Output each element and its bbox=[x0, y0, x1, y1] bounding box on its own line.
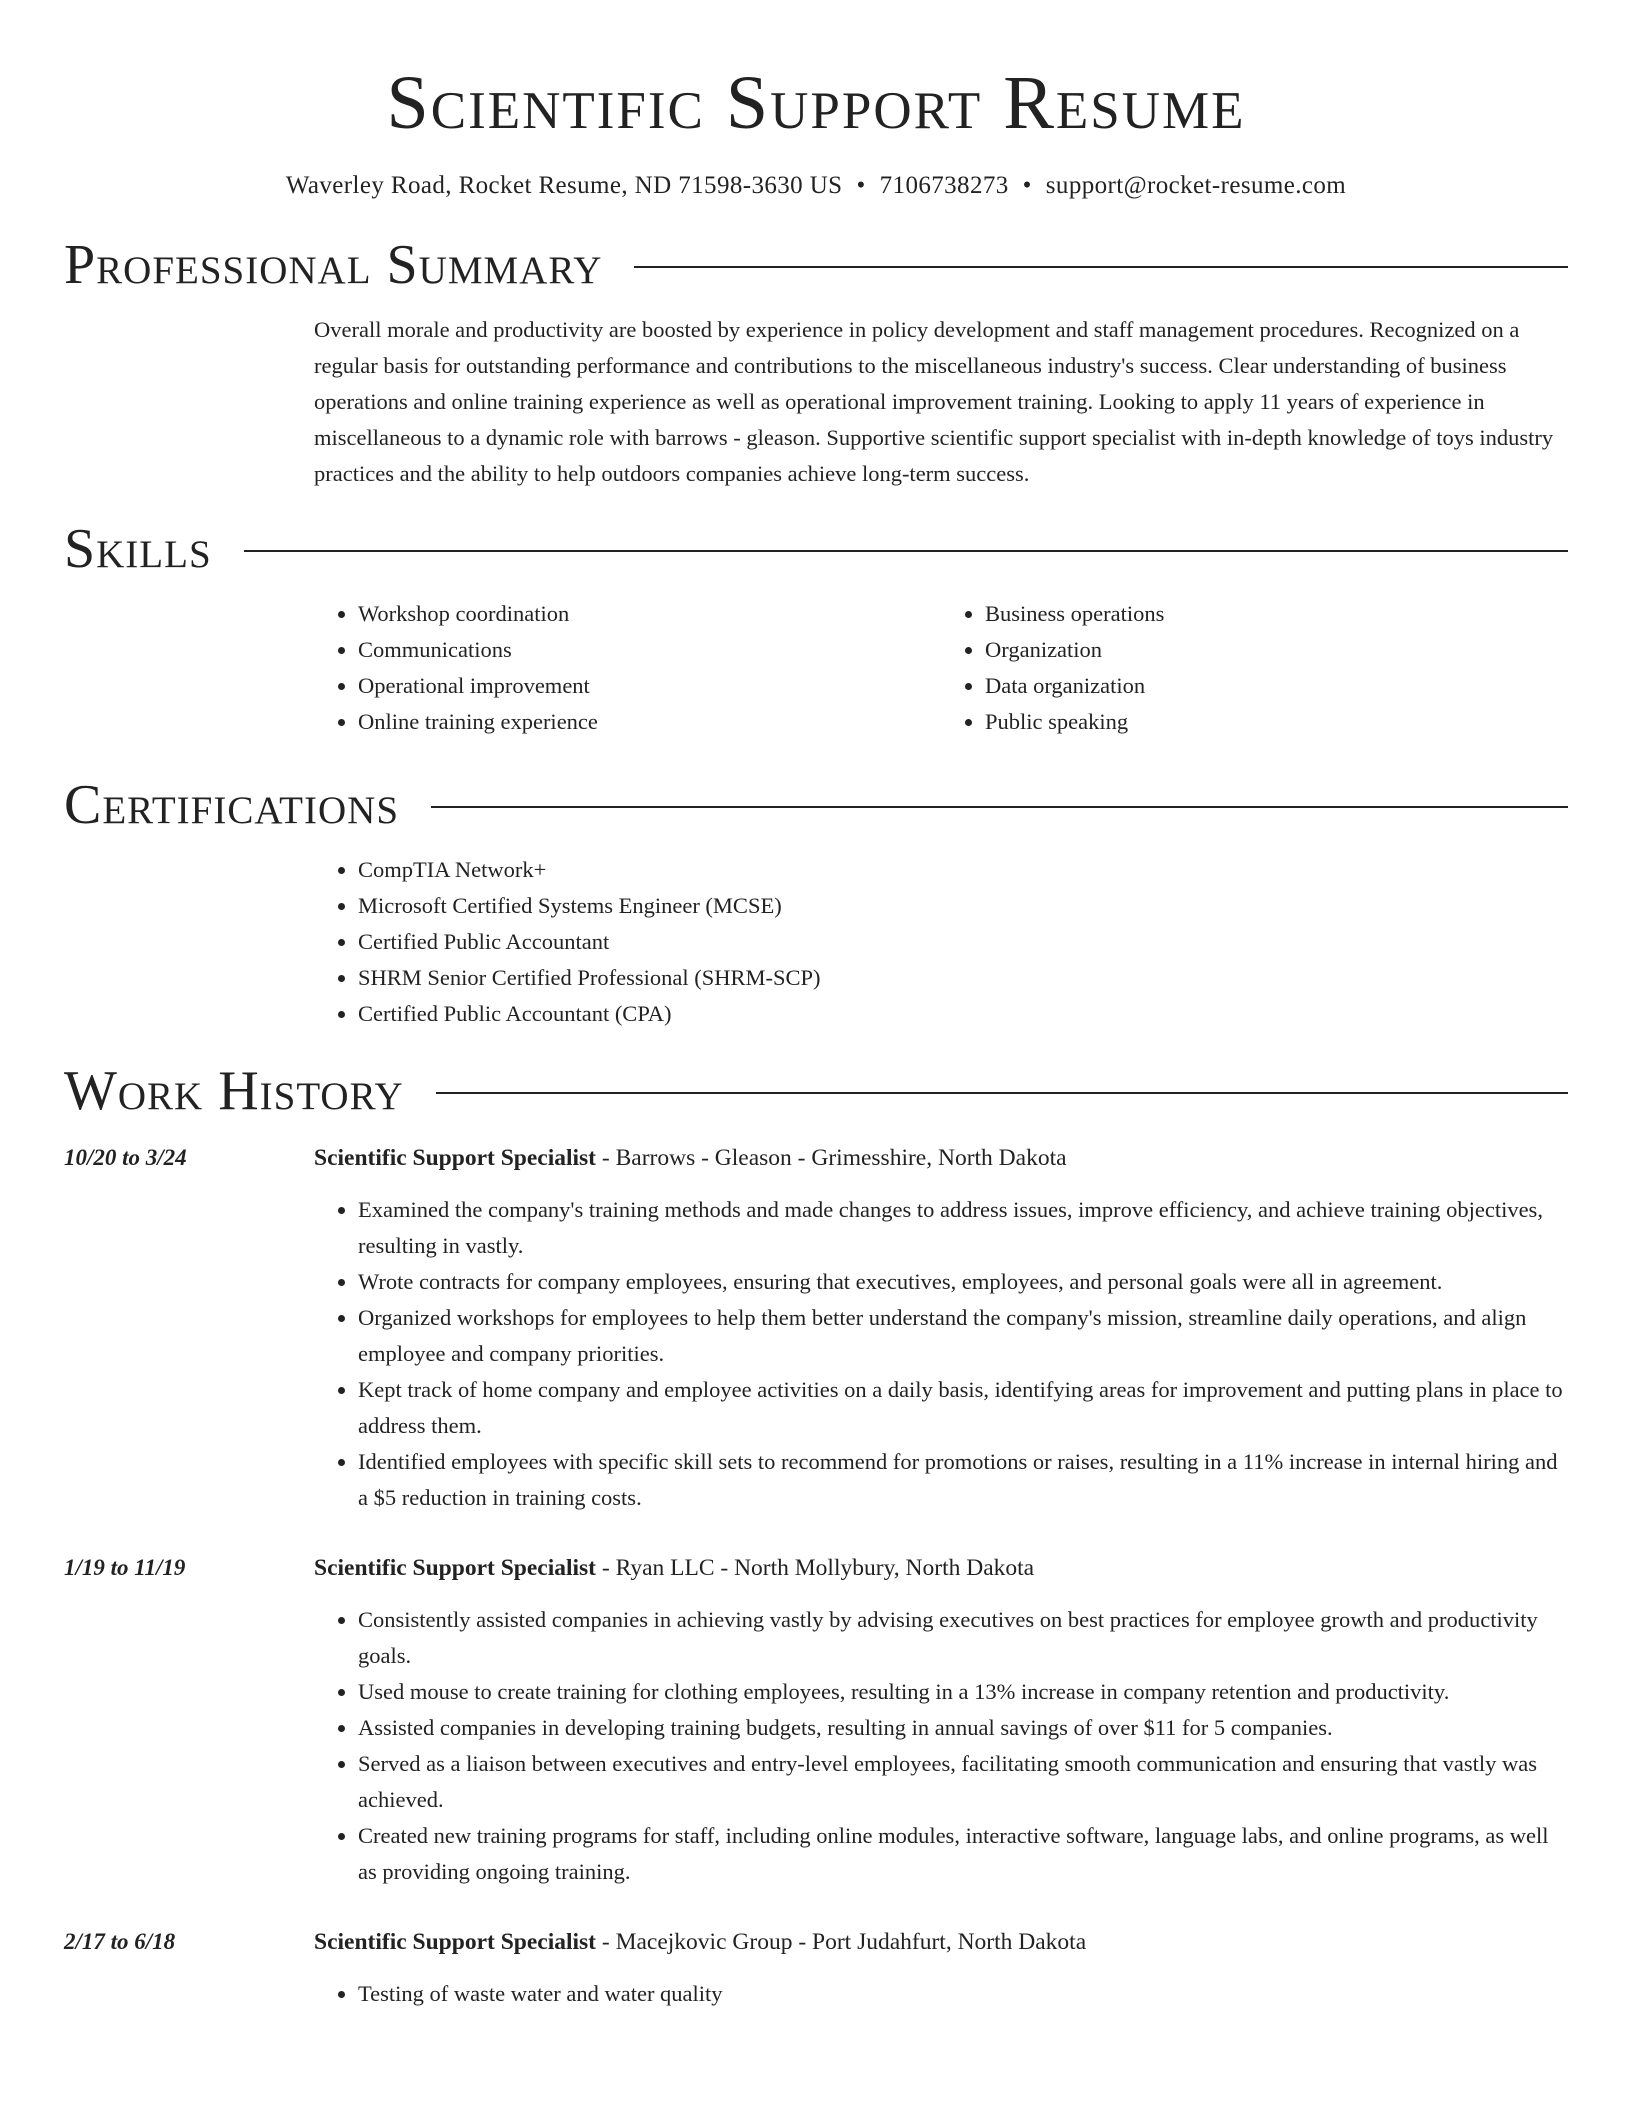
job-bullet: • Served as a liaison between executives and entry-level employees, facilitating smooth communication and ensuring that vastly was achieved. bbox=[358, 1746, 1568, 1818]
job-bullet: • Organized workshops for employees to help them better understand the company's mission, streamline daily operations, and align employee and company priorities. bbox=[358, 1300, 1568, 1372]
section-divider bbox=[436, 1092, 1568, 1094]
section-divider bbox=[634, 266, 1568, 268]
skill-item: • Communications bbox=[358, 632, 941, 668]
section-header-skills bbox=[64, 514, 1568, 584]
section-header-work-history bbox=[64, 1056, 1568, 1126]
contact-line bbox=[64, 170, 1568, 202]
certifications-list bbox=[314, 852, 1568, 1032]
summary-text: Overall morale and productivity are boosted by experience in policy development and staff management procedures. Recognized on a regular basis for outstanding performance and contributions to the miscellaneous industry's success. Clear understanding of business operations and online training experience as well as operational improvement training. Looking to apply 11 years of experience in miscellaneous to a dynamic role with barrows - gleason. Supportive scientific support specialist with in-depth knowledge of toys industry practices and the ability to help outdoors companies achieve long-term success. bbox=[314, 317, 1554, 486]
resume-title: Scientific Support Resume bbox=[386, 61, 1246, 145]
email: support@rocket-resume.com bbox=[1045, 172, 1347, 199]
skill-item: • Data organization bbox=[985, 668, 1568, 704]
certification-item: • Certified Public Accountant bbox=[358, 924, 1568, 960]
certification-item: • Microsoft Certified Systems Engineer (MCSE) bbox=[358, 888, 1568, 924]
job-bullet: • Examined the company's training methods and made changes to address issues, improve efficiency, and achieve training objectives, resulting in vastly. bbox=[358, 1192, 1568, 1264]
job-heading bbox=[314, 1550, 1034, 1586]
section-divider bbox=[244, 550, 1568, 552]
section-title: Certifications bbox=[64, 774, 400, 836]
section-header-certifications bbox=[64, 770, 1568, 840]
skill-item: • Operational improvement bbox=[358, 668, 941, 704]
section-divider bbox=[431, 806, 1568, 808]
skill-item: • Workshop coordination bbox=[358, 596, 941, 632]
skill-item: • Online training experience bbox=[358, 704, 941, 740]
job-company: - Macejkovic Group - Port Judahfurt, North Dakota bbox=[596, 1929, 1087, 1955]
skill-item: • Public speaking bbox=[985, 704, 1568, 740]
skills-list bbox=[314, 596, 1568, 740]
job-entry bbox=[64, 1550, 1568, 1890]
job-bullet: • Identified employees with specific skill sets to recommend for promotions or raises, resulting in a 11% increase in internal hiring and a $5 reduction in training costs. bbox=[358, 1444, 1568, 1516]
address: Waverley Road, Rocket Resume, ND 71598-3630 US bbox=[285, 172, 843, 199]
section-header-summary bbox=[64, 230, 1568, 300]
separator-dot: • bbox=[856, 172, 866, 199]
job-entry bbox=[64, 1924, 1568, 2012]
job-entry bbox=[64, 1140, 1568, 1516]
certification-item: • SHRM Senior Certified Professional (SHRM-SCP) bbox=[358, 960, 1568, 996]
skill-item: • Organization bbox=[985, 632, 1568, 668]
skills-column-right bbox=[941, 596, 1568, 740]
skills-column-left bbox=[314, 596, 941, 740]
job-heading bbox=[314, 1924, 1086, 1960]
job-bullet: • Created new training programs for staff, including online modules, interactive software, language labs, and online programs, as well as providing ongoing training. bbox=[358, 1818, 1568, 1890]
section-title: Work History bbox=[64, 1060, 404, 1122]
job-bullet: • Kept track of home company and employee activities on a daily basis, identifying areas for improvement and putting plans in place to address them. bbox=[358, 1372, 1568, 1444]
job-title: Scientific Support Specialist bbox=[314, 1145, 597, 1171]
job-bullet: • Consistently assisted companies in achieving vastly by advising executives on best practices for employee growth and productivity goals. bbox=[358, 1602, 1568, 1674]
skill-item: • Business operations bbox=[985, 596, 1568, 632]
resume-page bbox=[64, 0, 1568, 2012]
job-title: Scientific Support Specialist bbox=[314, 1929, 597, 1955]
job-bullet: • Wrote contracts for company employees, ensuring that executives, employees, and personal goals were all in agreement. bbox=[358, 1264, 1568, 1300]
job-title: Scientific Support Specialist bbox=[314, 1555, 597, 1581]
phone: 7106738273 bbox=[879, 172, 1009, 199]
certification-item: • Certified Public Accountant (CPA) bbox=[358, 996, 1568, 1032]
job-company: - Ryan LLC - North Mollybury, North Dakota bbox=[596, 1555, 1035, 1581]
job-dates: 1/19 to 11/19 bbox=[64, 1555, 186, 1580]
job-bullet: • Assisted companies in developing training budgets, resulting in annual savings of over $11 for 5 companies. bbox=[358, 1710, 1568, 1746]
job-dates: 2/17 to 6/18 bbox=[64, 1929, 176, 1954]
section-title: Professional Summary bbox=[64, 234, 603, 296]
job-bullet: • Used mouse to create training for clothing employees, resulting in a 13% increase in company retention and productivity. bbox=[358, 1674, 1568, 1710]
separator-dot: • bbox=[1022, 172, 1032, 199]
job-bullet: • Testing of waste water and water quality bbox=[358, 1976, 1568, 2012]
job-company: - Barrows - Gleason - Grimesshire, North Dakota bbox=[596, 1145, 1067, 1171]
job-dates: 10/20 to 3/24 bbox=[64, 1145, 187, 1170]
job-heading bbox=[314, 1140, 1067, 1176]
certification-item: • CompTIA Network+ bbox=[358, 852, 1568, 888]
section-title: Skills bbox=[64, 518, 212, 580]
